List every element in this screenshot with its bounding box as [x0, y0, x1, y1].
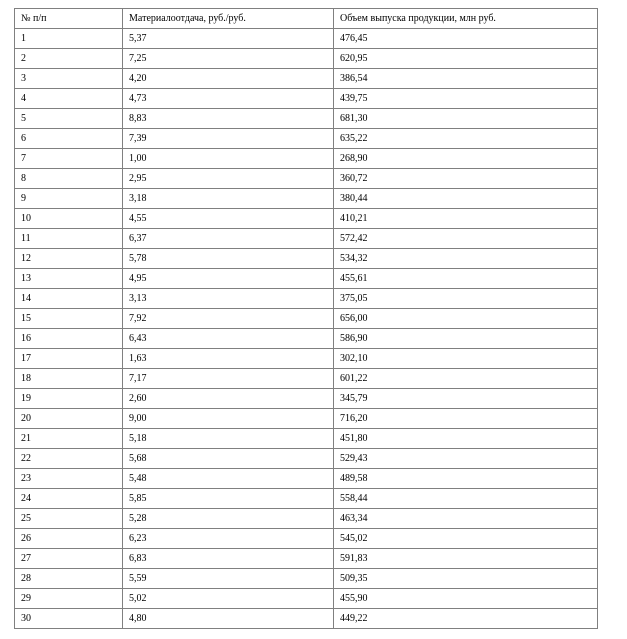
cell-production-volume: 380,44 — [334, 189, 598, 209]
table-row — [15, 429, 598, 449]
cell-material-output: 5,37 — [123, 29, 334, 49]
cell-row-number: 9 — [15, 189, 123, 209]
table-row — [15, 589, 598, 609]
cell-material-output: 5,85 — [123, 489, 334, 509]
cell-production-volume: 455,90 — [334, 589, 598, 609]
cell-row-number: 19 — [15, 389, 123, 409]
cell-production-volume: 455,61 — [334, 269, 598, 289]
cell-row-number: 16 — [15, 329, 123, 349]
table-row — [15, 229, 598, 249]
table-row — [15, 449, 598, 469]
cell-production-volume: 716,20 — [334, 409, 598, 429]
cell-row-number: 1 — [15, 29, 123, 49]
cell-row-number: 25 — [15, 509, 123, 529]
cell-row-number: 20 — [15, 409, 123, 429]
column-header-row-number: № п/п — [15, 9, 123, 29]
cell-material-output: 9,00 — [123, 409, 334, 429]
table-row — [15, 109, 598, 129]
table-row — [15, 469, 598, 489]
cell-production-volume: 360,72 — [334, 169, 598, 189]
cell-row-number: 12 — [15, 249, 123, 269]
cell-production-volume: 681,30 — [334, 109, 598, 129]
cell-material-output: 5,48 — [123, 469, 334, 489]
cell-production-volume: 375,05 — [334, 289, 598, 309]
table-row — [15, 369, 598, 389]
cell-production-volume: 586,90 — [334, 329, 598, 349]
table-row — [15, 329, 598, 349]
cell-row-number: 4 — [15, 89, 123, 109]
cell-material-output: 4,55 — [123, 209, 334, 229]
column-header-material-output: Материалоотдача, руб./руб. — [123, 9, 334, 29]
cell-production-volume: 572,42 — [334, 229, 598, 249]
cell-production-volume: 529,43 — [334, 449, 598, 469]
table-row — [15, 289, 598, 309]
cell-production-volume: 302,10 — [334, 349, 598, 369]
table-row — [15, 489, 598, 509]
table-row — [15, 149, 598, 169]
cell-material-output: 2,60 — [123, 389, 334, 409]
cell-row-number: 5 — [15, 109, 123, 129]
table-row — [15, 529, 598, 549]
cell-row-number: 7 — [15, 149, 123, 169]
cell-material-output: 5,59 — [123, 569, 334, 589]
cell-material-output: 5,68 — [123, 449, 334, 469]
cell-production-volume: 439,75 — [334, 89, 598, 109]
table-row — [15, 349, 598, 369]
cell-material-output: 1,00 — [123, 149, 334, 169]
table-row — [15, 269, 598, 289]
cell-material-output: 1,63 — [123, 349, 334, 369]
table-row — [15, 509, 598, 529]
table-row — [15, 49, 598, 69]
cell-row-number: 11 — [15, 229, 123, 249]
cell-production-volume: 534,32 — [334, 249, 598, 269]
cell-material-output: 5,18 — [123, 429, 334, 449]
cell-row-number: 13 — [15, 269, 123, 289]
cell-row-number: 3 — [15, 69, 123, 89]
cell-material-output: 3,18 — [123, 189, 334, 209]
cell-material-output: 6,43 — [123, 329, 334, 349]
cell-material-output: 7,39 — [123, 129, 334, 149]
table-row — [15, 129, 598, 149]
cell-production-volume: 386,54 — [334, 69, 598, 89]
cell-material-output: 5,02 — [123, 589, 334, 609]
table-row — [15, 309, 598, 329]
cell-row-number: 18 — [15, 369, 123, 389]
cell-production-volume: 656,00 — [334, 309, 598, 329]
column-header-production-volume: Объем выпуска продукции, млн руб. — [334, 9, 598, 29]
cell-production-volume: 449,22 — [334, 609, 598, 629]
cell-production-volume: 620,95 — [334, 49, 598, 69]
cell-row-number: 28 — [15, 569, 123, 589]
cell-production-volume: 463,34 — [334, 509, 598, 529]
table-row — [15, 549, 598, 569]
table-row — [15, 389, 598, 409]
table-row — [15, 89, 598, 109]
table-row — [15, 409, 598, 429]
table-row — [15, 249, 598, 269]
table-row — [15, 209, 598, 229]
cell-row-number: 8 — [15, 169, 123, 189]
cell-row-number: 2 — [15, 49, 123, 69]
table-row — [15, 69, 598, 89]
cell-material-output: 4,95 — [123, 269, 334, 289]
cell-production-volume: 591,83 — [334, 549, 598, 569]
cell-production-volume: 476,45 — [334, 29, 598, 49]
cell-material-output: 7,92 — [123, 309, 334, 329]
table-row — [15, 609, 598, 629]
cell-row-number: 15 — [15, 309, 123, 329]
cell-row-number: 6 — [15, 129, 123, 149]
cell-material-output: 3,13 — [123, 289, 334, 309]
cell-material-output: 5,28 — [123, 509, 334, 529]
table-body — [15, 29, 598, 629]
cell-production-volume: 268,90 — [334, 149, 598, 169]
data-table — [14, 8, 598, 629]
cell-material-output: 4,73 — [123, 89, 334, 109]
cell-row-number: 30 — [15, 609, 123, 629]
header-row — [15, 9, 598, 29]
cell-production-volume: 451,80 — [334, 429, 598, 449]
cell-row-number: 27 — [15, 549, 123, 569]
cell-production-volume: 601,22 — [334, 369, 598, 389]
cell-row-number: 29 — [15, 589, 123, 609]
cell-production-volume: 410,21 — [334, 209, 598, 229]
table-row — [15, 189, 598, 209]
table-row — [15, 29, 598, 49]
cell-production-volume: 558,44 — [334, 489, 598, 509]
cell-material-output: 5,78 — [123, 249, 334, 269]
cell-production-volume: 635,22 — [334, 129, 598, 149]
cell-material-output: 6,83 — [123, 549, 334, 569]
table-row — [15, 569, 598, 589]
cell-row-number: 21 — [15, 429, 123, 449]
cell-material-output: 7,17 — [123, 369, 334, 389]
cell-material-output: 8,83 — [123, 109, 334, 129]
cell-production-volume: 345,79 — [334, 389, 598, 409]
cell-row-number: 26 — [15, 529, 123, 549]
cell-material-output: 6,23 — [123, 529, 334, 549]
cell-material-output: 6,37 — [123, 229, 334, 249]
table-row — [15, 169, 598, 189]
cell-material-output: 7,25 — [123, 49, 334, 69]
cell-production-volume: 545,02 — [334, 529, 598, 549]
cell-material-output: 4,80 — [123, 609, 334, 629]
cell-row-number: 17 — [15, 349, 123, 369]
cell-row-number: 14 — [15, 289, 123, 309]
cell-material-output: 4,20 — [123, 69, 334, 89]
cell-row-number: 10 — [15, 209, 123, 229]
cell-row-number: 22 — [15, 449, 123, 469]
cell-row-number: 23 — [15, 469, 123, 489]
cell-row-number: 24 — [15, 489, 123, 509]
cell-material-output: 2,95 — [123, 169, 334, 189]
cell-production-volume: 489,58 — [334, 469, 598, 489]
cell-production-volume: 509,35 — [334, 569, 598, 589]
